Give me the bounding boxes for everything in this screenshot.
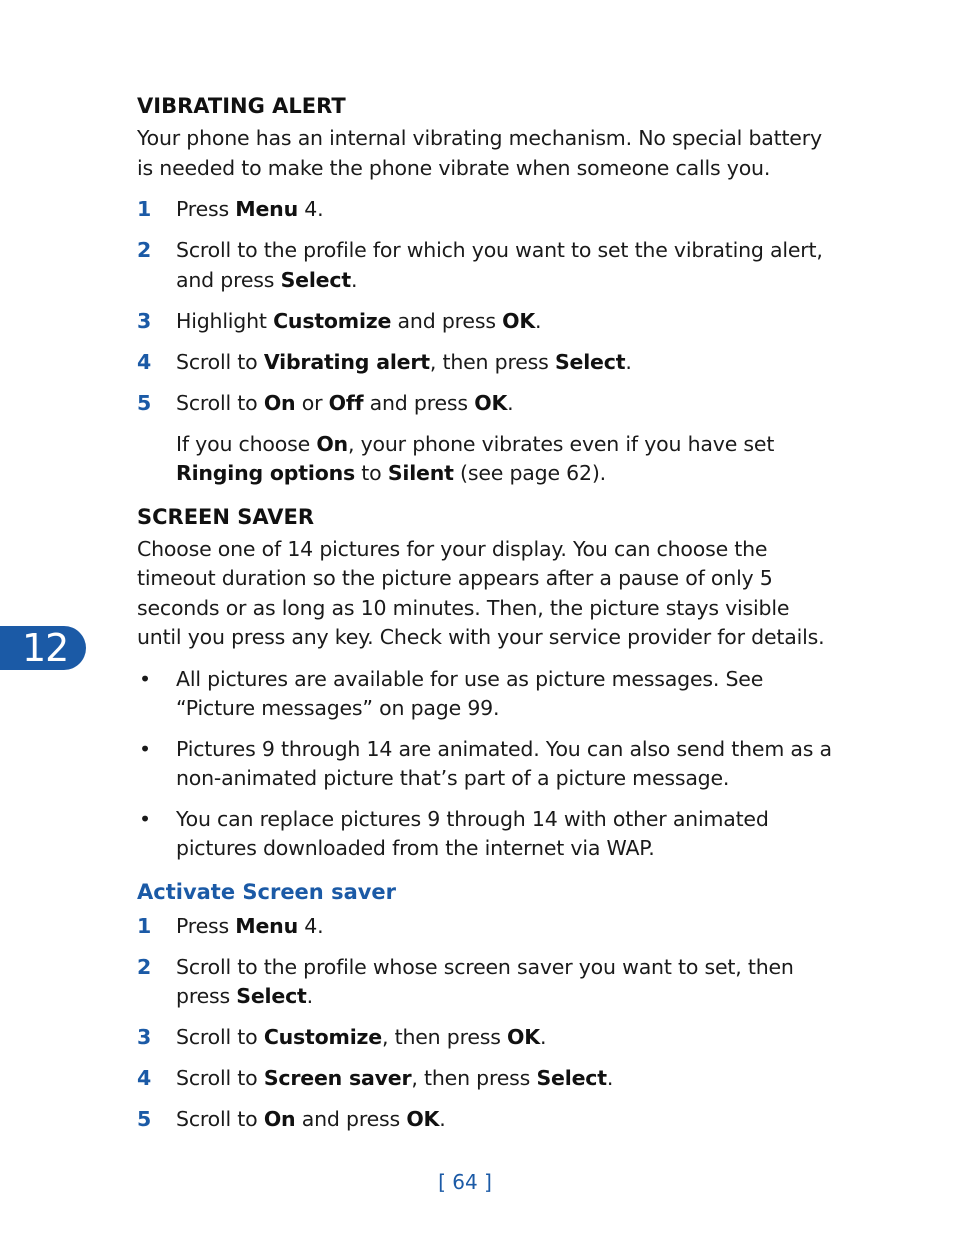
step-text: Scroll to [176, 1107, 264, 1131]
step-text: Press [176, 197, 236, 221]
screen-saver-intro: Choose one of 14 pictures for your display. You can choose the timeout duration so the picture appears after a pause of only 5 seconds or as long as 10 minutes. Then, the picture stays visible until you press any key. Check with your service provider for details. [137, 536, 825, 649]
step-text: Press [176, 913, 236, 938]
step-number: 2 [137, 238, 152, 262]
step-keyword: Select [554, 349, 626, 374]
step-item [137, 1064, 837, 1094]
page-content [137, 92, 837, 1146]
step-keyword: OK [507, 1025, 540, 1049]
step-text: . [306, 984, 313, 1008]
vibrating-alert-steps [137, 195, 837, 418]
step-text: and press [295, 1107, 407, 1131]
step-item [137, 912, 837, 942]
screen-saver-heading: SCREEN SAVER [137, 504, 315, 529]
step-text: . [539, 1025, 547, 1049]
step-text: Scroll to [176, 1066, 264, 1090]
step-number: 1 [137, 197, 152, 221]
step-number: 2 [137, 954, 152, 979]
bullet-text: You can replace pictures 9 through 14 with other animated pictures downloaded from the internet via WAP. [176, 806, 769, 860]
vibrating-alert-intro: Your phone has an internal vibrating mechanism. No special battery is needed to make the phone vibrate when someone calls you. [137, 126, 822, 180]
note-text: If you choose [176, 431, 317, 456]
step-text: . [350, 267, 358, 292]
step-text: Scroll to the profile for which you want to set the vibrating alert, and press [176, 238, 823, 292]
step-item [137, 953, 837, 1012]
vibrating-alert-heading: VIBRATING ALERT [137, 94, 346, 118]
chapter-tab [0, 626, 86, 670]
note-text: to [354, 461, 388, 485]
step-item [137, 307, 837, 337]
step-keyword: On [263, 1107, 296, 1131]
step-text: 4. [297, 913, 324, 938]
list-item [137, 735, 837, 794]
step-item [137, 195, 837, 225]
page-number-text: [ 64 ] [438, 1170, 492, 1194]
step-item [137, 236, 837, 295]
bullet-text: Pictures 9 through 14 are animated. You can also send them as a non-animated picture that’s part of a picture message. [176, 736, 832, 790]
step-number: 4 [137, 349, 152, 374]
note-text: (see page 62). [453, 461, 606, 485]
step-keyword: Select [280, 267, 351, 292]
note-keyword: On [316, 431, 348, 456]
step-keyword: Menu [235, 913, 298, 938]
step-text: . [606, 1066, 614, 1090]
step-text: , then press [411, 1066, 537, 1090]
step-number: 4 [137, 1066, 152, 1090]
step-keyword: OK [406, 1107, 440, 1131]
step-keyword: Vibrating alert [263, 349, 430, 374]
step-text: and press [391, 308, 503, 333]
step-text: or [295, 390, 329, 415]
step-text: . [625, 349, 632, 374]
step-number: 5 [137, 390, 152, 415]
step-text: . [439, 1107, 446, 1131]
note-keyword: Silent [387, 461, 454, 485]
note-text: , your phone vibrates even if you have set [347, 431, 775, 456]
step-number: 3 [137, 308, 152, 333]
chapter-number: 12 [22, 626, 69, 670]
step-keyword: Select [236, 984, 307, 1008]
step-item [137, 1023, 837, 1053]
step-text: , then press [429, 349, 555, 374]
step-text: . [507, 390, 514, 415]
screen-saver-steps [137, 912, 837, 1135]
step-number: 5 [137, 1107, 152, 1131]
step-item [137, 348, 837, 378]
step-number: 3 [137, 1025, 152, 1049]
bullet-icon: • [139, 666, 151, 691]
bullet-text: All pictures are available for use as picture messages. See “Picture messages” on page 99. [176, 666, 764, 720]
list-item [137, 665, 837, 724]
step-text: Scroll to [176, 349, 264, 374]
step-text: 4. [297, 197, 324, 221]
list-item [137, 805, 837, 864]
activate-screen-saver-subheading: Activate Screen saver [137, 879, 397, 904]
note-keyword: Ringing options [176, 461, 355, 485]
step-keyword: Customize [263, 1025, 382, 1049]
bullet-icon: • [139, 736, 151, 761]
step-number: 1 [137, 913, 152, 938]
vibrating-alert-note [137, 430, 837, 489]
step-keyword: OK [502, 308, 536, 333]
step-text: and press [363, 390, 475, 415]
step-keyword: Customize [273, 308, 392, 333]
bullet-icon: • [139, 806, 151, 831]
step-keyword: OK [474, 390, 508, 415]
step-text: Highlight [176, 308, 274, 333]
step-text: . [535, 308, 542, 333]
screen-saver-bullets [137, 665, 837, 864]
step-keyword: Select [536, 1066, 607, 1090]
step-keyword: On [263, 390, 296, 415]
step-keyword: Screen saver [263, 1066, 412, 1090]
page-number [0, 1168, 954, 1196]
step-keyword: Off [328, 390, 364, 415]
step-keyword: Menu [235, 197, 298, 221]
step-text: Scroll to [176, 1025, 264, 1049]
step-text: Scroll to the profile whose screen saver you want to set, then press [176, 954, 794, 1008]
step-text: Scroll to [176, 390, 264, 415]
step-item [137, 1105, 837, 1135]
step-text: , then press [381, 1025, 508, 1049]
step-item [137, 389, 837, 419]
